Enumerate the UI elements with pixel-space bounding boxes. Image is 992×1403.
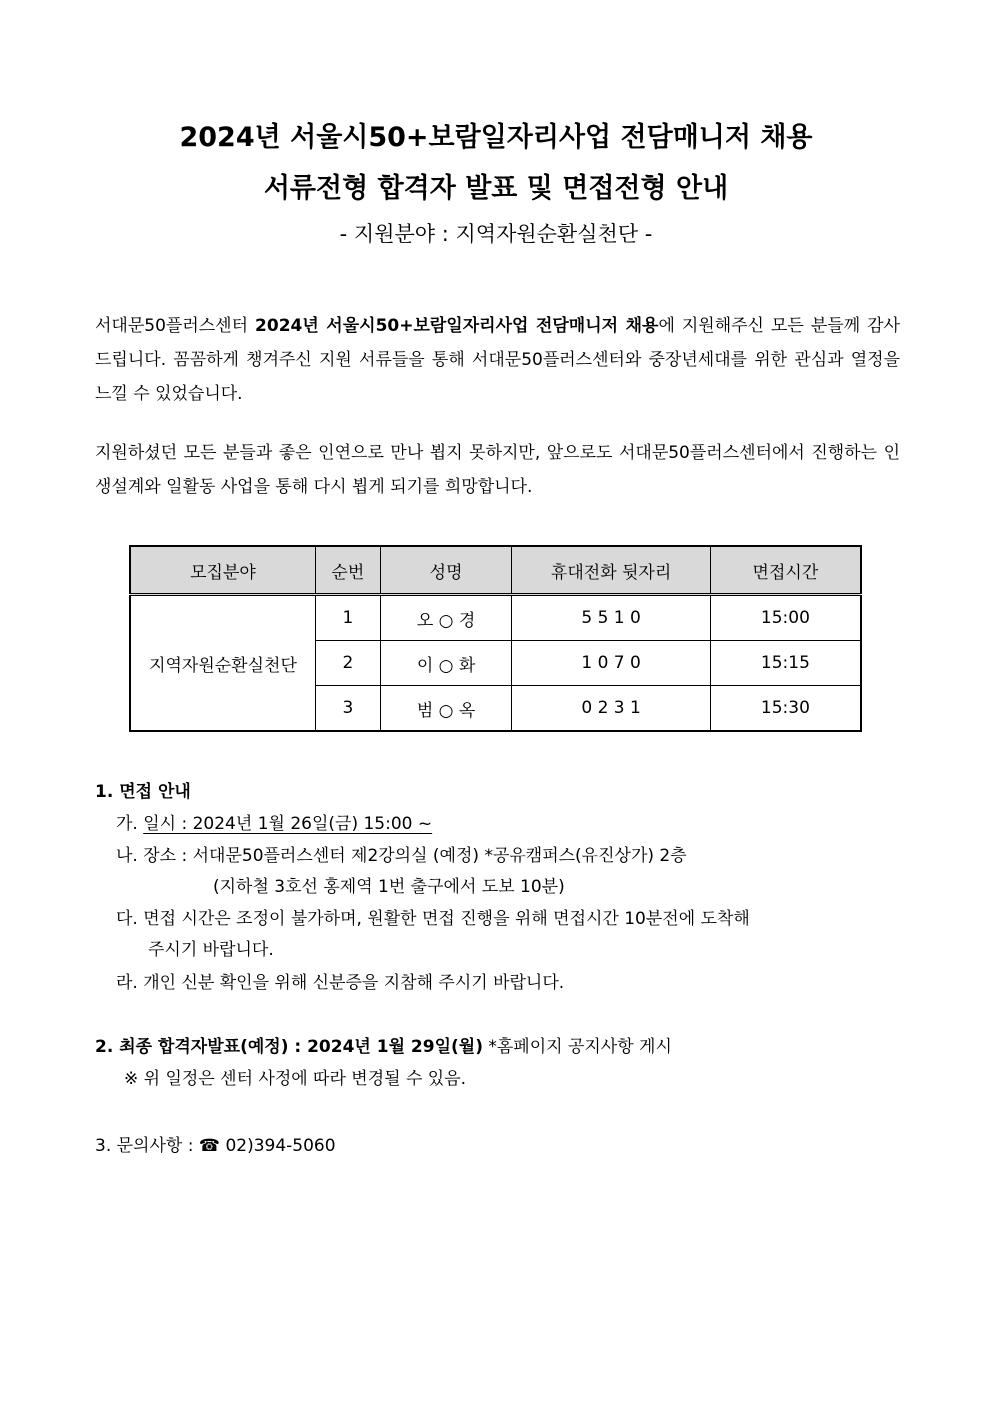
interview-date-text: 일시 : 2024년 1월 26일(금) 15:00 ~ bbox=[143, 814, 433, 834]
title-line-2: 서류전형 합격자 발표 및 면접전형 안내 bbox=[263, 173, 729, 204]
intro-bold-text: 2024년 서울시50+보람일자리사업 전담매니저 채용 bbox=[255, 316, 659, 336]
phone-cell: 5 5 1 0 bbox=[512, 595, 710, 641]
header-no: 순번 bbox=[315, 546, 380, 595]
schedule-remark: ※ 위 일정은 센터 사정에 따라 변경될 수 있음. bbox=[124, 1069, 467, 1089]
header-phone: 휴대전화 뒷자리 bbox=[512, 546, 710, 595]
contact-phone: 02)394-5060 bbox=[220, 1136, 336, 1156]
title-line-1: 2024년 서울시50+보람일자리사업 전담매니저 채용 bbox=[179, 122, 813, 153]
id-notice: 라. 개인 신분 확인을 위해 신분증을 지참해 주시기 바랍니다. bbox=[116, 973, 565, 993]
table-row bbox=[130, 595, 861, 641]
subtitle: - 지원분야 : 지역자원순환실천단 - bbox=[339, 222, 653, 246]
table-header-row bbox=[130, 546, 861, 595]
name-cell: 이 ○ 화 bbox=[380, 641, 512, 686]
section-2 bbox=[95, 1032, 672, 1057]
results-table bbox=[129, 545, 862, 732]
time-cell: 15:30 bbox=[710, 686, 861, 732]
header-name: 성명 bbox=[380, 546, 512, 595]
name-cell: 범 ○ 옥 bbox=[380, 686, 512, 732]
time-cell: 15:15 bbox=[710, 641, 861, 686]
section-3-heading: 3. 문의사항 : bbox=[95, 1136, 199, 1156]
header-time: 면접시간 bbox=[710, 546, 861, 595]
section-2-note: *홈페이지 공지사항 게시 bbox=[482, 1037, 672, 1057]
phone-cell: 0 2 3 1 bbox=[512, 686, 710, 732]
intro-paragraph-1 bbox=[95, 309, 900, 411]
intro-text-rest: 에 지원해주신 모든 분들께 감사드립니다. 꼼꼼하게 챙겨주신 지원 서류들을 통해 서대문50플러스센터와 중장년세대를 위한 관심과 열정을 느낄 수 있었습니다. bbox=[95, 316, 900, 404]
interview-location: 나. 장소 : 서대문50플러스센터 제2강의실 (예정) *공유캠퍼스(유진상가) 2층 bbox=[116, 846, 687, 866]
phone-icon: ☎ bbox=[198, 1136, 221, 1156]
intro-text: 서대문50플러스센터 bbox=[95, 316, 256, 336]
interview-time-notice-cont: 주시기 바랍니다. bbox=[148, 940, 274, 960]
field-cell: 지역자원순환실천단 bbox=[130, 595, 315, 732]
interview-location-detail: (지하철 3호선 홍제역 1번 출구에서 도보 10분) bbox=[213, 877, 565, 897]
intro-paragraph-2: 지원하셨던 모든 분들과 좋은 인연으로 만나 뵙지 못하지만, 앞으로도 서대문50플러스센터에서 진행하는 인생설계와 일활동 사업을 통해 다시 뵙게 되기를 희망합니다. bbox=[95, 443, 900, 497]
interview-date bbox=[116, 809, 432, 834]
no-cell: 1 bbox=[315, 595, 380, 641]
section-2-heading: 2. 최종 합격자발표(예정) : 2024년 1월 29일(월) bbox=[95, 1037, 483, 1057]
no-cell: 2 bbox=[315, 641, 380, 686]
no-cell: 3 bbox=[315, 686, 380, 732]
name-cell: 오 ○ 경 bbox=[380, 595, 512, 641]
section-3 bbox=[95, 1131, 336, 1156]
item-prefix: 가. bbox=[116, 814, 144, 834]
header-field: 모집분야 bbox=[130, 546, 315, 595]
section-1-heading: 1. 면접 안내 bbox=[95, 782, 191, 802]
phone-cell: 1 0 7 0 bbox=[512, 641, 710, 686]
interview-time-notice: 다. 면접 시간은 조정이 불가하며, 원활한 면접 진행을 위해 면접시간 10분전에 도착해 bbox=[116, 909, 750, 929]
time-cell: 15:00 bbox=[710, 595, 861, 641]
